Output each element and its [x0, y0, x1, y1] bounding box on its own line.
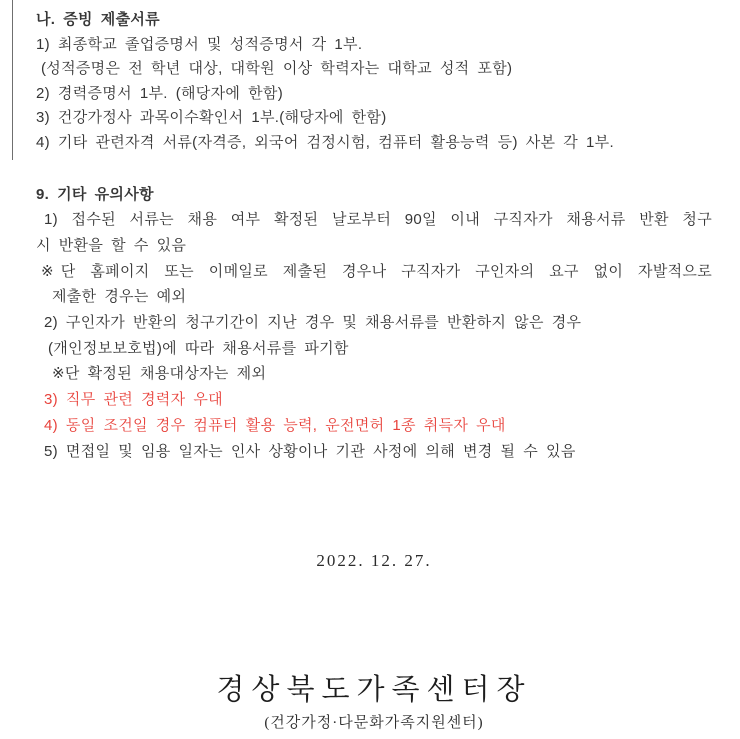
notes-line: ※단 확정된 채용대상자는 제외 [52, 365, 267, 383]
signature-block [36, 672, 712, 733]
section-submission-heading: 나. 증빙 제출서류 [36, 11, 160, 28]
submission-line: 3) 건강가정사 과목이수확인서 1부.(해당자에 한함) [36, 109, 387, 127]
document-date: 2022. 12. 27. [316, 551, 432, 571]
document-content [0, 8, 740, 733]
notes-line: 5) 면접일 및 임용 일자는 인사 상황이나 기관 사정에 의해 변경 될 수 있음 [44, 442, 576, 460]
notes-line-emphasis: 4) 동일 조건일 경우 컴퓨터 활용 능력, 운전면허 1종 취득자 우대 [44, 416, 506, 434]
submission-line: 2) 경력증명서 1부. (해당자에 한함) [36, 84, 283, 102]
submission-line: 1) 최종학교 졸업증명서 및 성적증명서 각 1부. [36, 35, 363, 53]
notes-line-emphasis: 3) 직무 관련 경력자 우대 [44, 391, 223, 409]
section-other-notes [36, 182, 712, 465]
notes-line: ※단 홈페이지 또는 이메일로 제출된 경우나 구직자가 구인자의 요구 없이 자발적으로 [41, 262, 712, 280]
submission-line: (성적증명은 전 학년 대상, 대학원 이상 학력자는 대학교 성적 포함) [41, 60, 513, 78]
signature-subtitle: (건강가정·다문화가족지원센터) [264, 715, 484, 732]
notes-line: 제출한 경우는 예외 [52, 288, 187, 306]
submission-line: 4) 기타 관련자격 서류(자격증, 외국어 검정시험, 컴퓨터 활용능력 등) 사본 각 1부. [36, 133, 614, 151]
notes-line: 시 반환을 할 수 있음 [36, 236, 187, 254]
section-submission-documents [36, 8, 712, 156]
notes-line: 1) 접수된 서류는 채용 여부 확정된 날로부터 90일 이내 구직자가 채용서류 반환 청구 [44, 211, 712, 229]
notes-line: (개인정보보호법)에 따라 채용서류를 파기함 [48, 339, 349, 357]
section-notes-heading: 9. 기타 유의사항 [36, 185, 154, 203]
signature-title: 경상북도가족센터장 [216, 674, 532, 707]
notes-line: 2) 구인자가 반환의 청구기간이 지난 경우 및 채용서류를 반환하지 않은 경우 [44, 314, 582, 332]
